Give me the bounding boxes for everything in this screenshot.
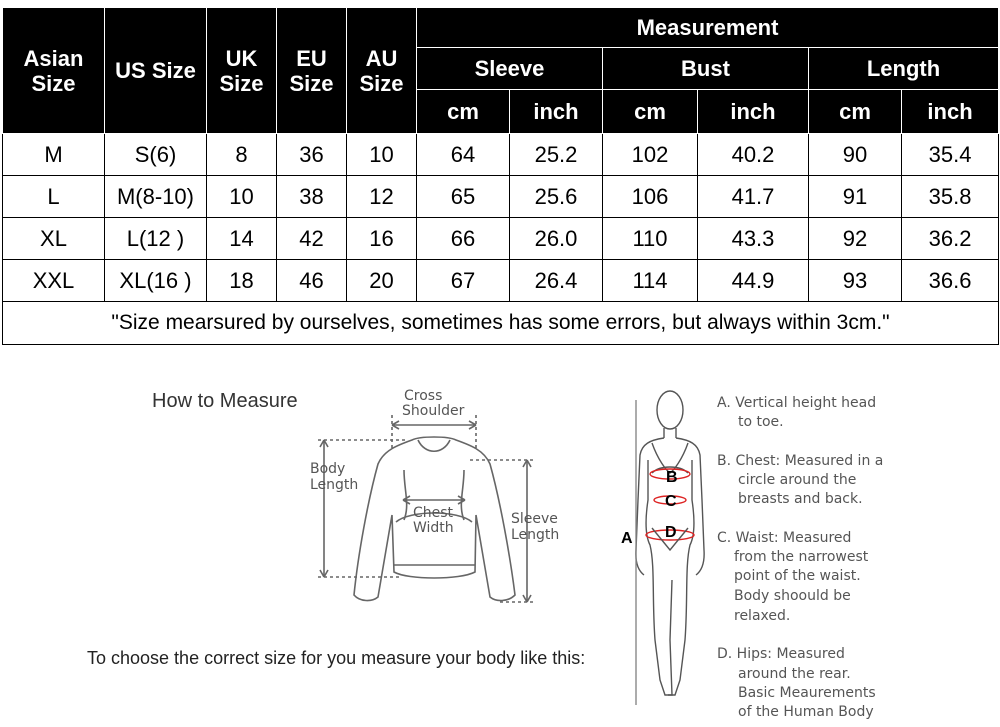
table-cell: M(8-10) (105, 176, 207, 218)
table-cell: 18 (207, 260, 277, 302)
table-cell: 38 (277, 176, 347, 218)
header-unit-cm: cm (809, 90, 902, 134)
table-row (3, 176, 999, 218)
header-eu-size: EU Size (277, 8, 347, 134)
header-unit-inch: inch (510, 90, 603, 134)
size-chart-table (2, 7, 999, 345)
table-cell: 14 (207, 218, 277, 260)
table-cell: S(6) (105, 134, 207, 176)
table-row (3, 218, 999, 260)
table-cell: M (3, 134, 105, 176)
table-cell: 42 (277, 218, 347, 260)
table-cell: 64 (417, 134, 510, 176)
table-cell: 66 (417, 218, 510, 260)
sleeve-length-label-2: Length (511, 527, 560, 543)
table-cell: XL(16 ) (105, 260, 207, 302)
header-bust: Bust (603, 48, 809, 90)
table-cell: 106 (603, 176, 698, 218)
cross-shoulder-label-2: Shoulder (402, 403, 465, 419)
note-line: circle around the (738, 472, 857, 488)
note-line: Body shoould be (734, 588, 851, 604)
table-cell: 90 (809, 134, 902, 176)
measure-diagram (0, 340, 1000, 727)
table-cell: 41.7 (698, 176, 809, 218)
note-line: from the narrowest (734, 549, 869, 565)
header-us-size: US Size (105, 8, 207, 134)
table-cell: 36.2 (902, 218, 999, 260)
table-cell: 10 (347, 134, 417, 176)
header-measurement: Measurement (417, 8, 999, 48)
table-row (3, 260, 999, 302)
note-line: B. Chest: Measured in a (717, 453, 884, 469)
note-line: breasts and back. (738, 491, 863, 507)
header-length: Length (809, 48, 999, 90)
table-cell: 16 (347, 218, 417, 260)
table-cell: 35.8 (902, 176, 999, 218)
table-cell: XL (3, 218, 105, 260)
header-unit-inch: inch (698, 90, 809, 134)
table-cell: 102 (603, 134, 698, 176)
table-cell: 35.4 (902, 134, 999, 176)
table-cell: 36 (277, 134, 347, 176)
table-cell: 67 (417, 260, 510, 302)
note-line: D. Hips: Measured (717, 646, 845, 662)
table-cell: 40.2 (698, 134, 809, 176)
body-length-label-2: Length (310, 477, 359, 493)
marker-a: A (621, 530, 633, 547)
body-figure-illustration (636, 391, 704, 705)
table-cell: XXL (3, 260, 105, 302)
sleeve-length-label-1: Sleeve (511, 511, 558, 527)
note-line: of the Human Body (738, 704, 874, 720)
chest-width-label-2: Width (413, 520, 454, 536)
note-line: A. Vertical height head (717, 395, 877, 411)
table-cell: 26.0 (510, 218, 603, 260)
note-line: C. Waist: Measured (717, 530, 852, 546)
header-sleeve: Sleeve (417, 48, 603, 90)
marker-c: C (665, 493, 677, 510)
table-cell: 26.4 (510, 260, 603, 302)
header-uk-size: UK Size (207, 8, 277, 134)
table-cell: 91 (809, 176, 902, 218)
note-line: to toe. (738, 414, 784, 430)
header-unit-cm: cm (417, 90, 510, 134)
table-cell: L(12 ) (105, 218, 207, 260)
marker-b: B (666, 469, 678, 486)
table-cell: 93 (809, 260, 902, 302)
note-line: point of the waist. (734, 568, 861, 584)
note-line: relaxed. (734, 608, 791, 624)
header-au-size: AU Size (347, 8, 417, 134)
table-cell: 46 (277, 260, 347, 302)
table-cell: 36.6 (902, 260, 999, 302)
table-row (3, 134, 999, 176)
measurement-note: "Size mearsured by ourselves, sometimes has some errors, but always within 3cm." (3, 302, 999, 345)
table-cell: 10 (207, 176, 277, 218)
header-unit-inch: inch (902, 90, 999, 134)
note-line: Basic Meaurements (738, 685, 876, 701)
table-cell: 110 (603, 218, 698, 260)
table-cell: 12 (347, 176, 417, 218)
choose-size-instruction: To choose the correct size for you measure your body like this: (87, 648, 586, 668)
header-unit-cm: cm (603, 90, 698, 134)
note-line: around the rear. (738, 666, 851, 682)
table-cell: 25.2 (510, 134, 603, 176)
table-cell: L (3, 176, 105, 218)
marker-d: D (665, 524, 677, 541)
cross-shoulder-label-1: Cross (404, 388, 443, 404)
table-cell: 65 (417, 176, 510, 218)
table-cell: 92 (809, 218, 902, 260)
table-cell: 20 (347, 260, 417, 302)
table-cell: 25.6 (510, 176, 603, 218)
header-asian-size: Asian Size (3, 8, 105, 134)
table-cell: 8 (207, 134, 277, 176)
table-cell: 43.3 (698, 218, 809, 260)
table-cell: 44.9 (698, 260, 809, 302)
body-length-label-1: Body (310, 461, 346, 477)
how-to-measure-title: How to Measure (152, 390, 298, 412)
chest-width-label-1: Chest (413, 505, 454, 521)
table-cell: 114 (603, 260, 698, 302)
